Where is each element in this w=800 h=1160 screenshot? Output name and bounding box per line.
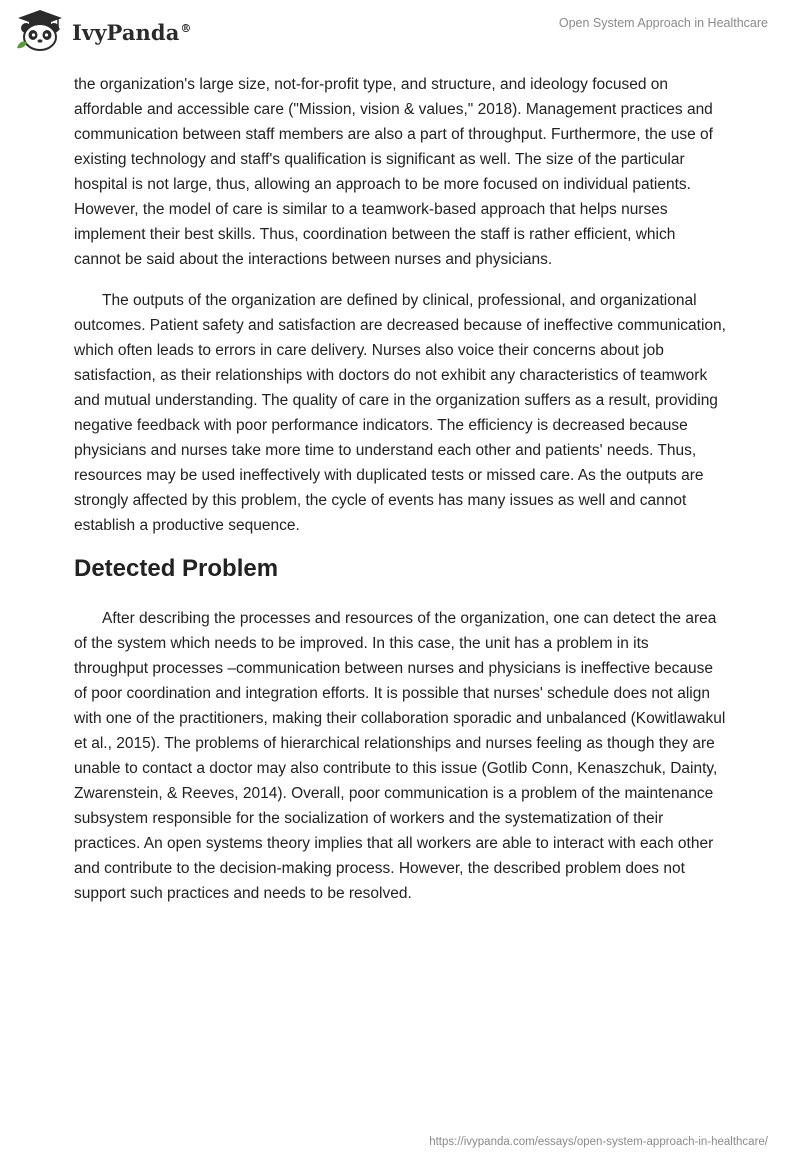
- paragraph: the organization's large size, not-for-profit type, and structure, and ideology focused on affordable and accessible care ("Mission, vision & values," 2018). Management practices and communication between staff members are also a part of throughput. Furthermore, the use of existing technology and staff's qualification is significant as well. The size of the particular hospital is not large, thus, allowing an approach to be more focused on individual patients. However, the model of care is similar to a teamwork-based approach that helps nurses implement their best skills. Thus, coordination between the staff is rather efficient, which cannot be said about the interactions between nurses and physicians.: [74, 76, 713, 268]
- essay-content: [74, 72, 726, 922]
- paragraph: After describing the processes and resources of the organization, one can detect the area of the system which needs to be improved. In this case, the unit has a problem in its throughput processes –communication between nurses and physicians is ineffective because of poor coordination and integration efforts. It is possible that nurses' schedule does not align with one of the practitioners, making their collaboration sporadic and unbalanced (Kowitlawakul et al., 2015). The problems of hierarchical relationships and nurses feeling as though they are unable to contact a doctor may also contribute to this issue (Gotlib Conn, Kenaszchuk, Dainty, Zwarenstein, & Reeves, 2014). Overall, poor communication is a problem of the maintenance subsystem responsible for the socialization of workers and the systematization of their practices. An open systems theory implies that all workers are able to interact with each other and contribute to the decision-making process. However, the described problem does not support such practices and needs to be resolved.: [74, 610, 726, 902]
- paragraph: The outputs of the organization are defined by clinical, professional, and organizational outcomes. Patient safety and satisfaction are decreased because of ineffective communication, which often leads to errors in care delivery. Nurses also voice their concerns about job satisfaction, as their relationships with doctors do not exhibit any characteristics of teamwork and mutual understanding. The quality of care in the organization suffers as a result, providing negative feedback with poor performance indicators. The efficiency is decreased because physicians and nurses take more time to understand each other and patients' needs. Thus, resources may be used ineffectively with duplicated tests or missed care. As the outputs are strongly affected by this problem, the cycle of events has many issues as well and cannot establish a productive sequence.: [74, 292, 726, 534]
- section-heading: Detected Problem: [74, 555, 279, 582]
- logo[interactable]: [14, 8, 192, 52]
- panda-logo-icon: [14, 8, 66, 52]
- page-header: [0, 0, 800, 64]
- brand-name: IvyPanda®: [72, 19, 192, 45]
- footer-url[interactable]: https://ivypanda.com/essays/open-system-approach-in-healthcare/: [429, 1136, 768, 1148]
- document-title: Open System Approach in Healthcare: [558, 16, 768, 30]
